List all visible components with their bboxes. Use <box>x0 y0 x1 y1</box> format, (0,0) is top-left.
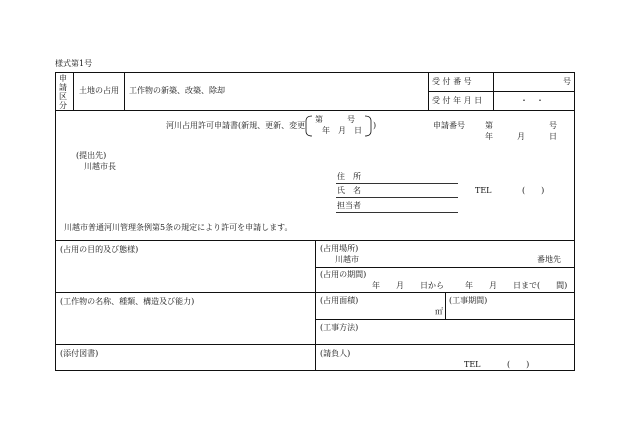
app-number-go: 号 <box>549 121 557 130</box>
contractor-label: (請負人) <box>320 349 351 358</box>
name-label: 氏 名 <box>337 186 361 195</box>
bracket-date: 年 月 日 <box>322 126 362 135</box>
attachments-label: (添付図書) <box>60 349 99 358</box>
construction-method-label: (工事方法) <box>320 323 359 332</box>
receipt-number-label: 受 付 番 号 <box>432 77 472 86</box>
period-label: (占用の期間) <box>320 270 367 279</box>
right-bracket-icon <box>364 115 372 137</box>
category-divider <box>73 72 74 110</box>
land-use-divider <box>124 72 125 110</box>
app-number-dai: 第 <box>485 121 493 130</box>
grid-line-bottom <box>55 344 575 345</box>
grid-center-divider <box>315 240 316 371</box>
construction-period-label: (工事期間) <box>449 296 488 305</box>
land-use-option: 土地の占用 <box>79 86 119 95</box>
form-number: 様式第1号 <box>55 59 93 68</box>
submit-to-label: (提出先) <box>76 151 107 160</box>
receipt-row-divider <box>428 91 575 92</box>
location-label: (占用場所) <box>320 244 359 253</box>
tel-label: TEL <box>475 186 492 195</box>
left-bracket-icon <box>305 115 313 137</box>
category-label: 申請区分 <box>59 74 67 110</box>
purpose-label: (占用の目的及び態様) <box>60 245 139 254</box>
name-line <box>336 197 458 198</box>
area-divider <box>445 292 446 319</box>
app-number-label: 申請番号 <box>433 121 465 130</box>
tel-parens: ( ) <box>522 186 545 195</box>
application-title: 河川占用許可申請書(新規、更新、変更 <box>166 121 306 130</box>
location-suffix: 番地先 <box>537 255 561 264</box>
structure-work-option: 工作物の新築、改築、除却 <box>129 86 225 95</box>
address-line <box>336 183 458 184</box>
person-in-charge-label: 担当者 <box>337 201 361 210</box>
grid-line-location <box>315 267 575 268</box>
grid-line-middle <box>55 292 575 293</box>
header-bottom-line <box>55 110 575 111</box>
structure-label: (工作物の名称、種類、構造及び能力) <box>60 297 195 306</box>
declaration-text: 川越市普通河川管理条例第5条の規定により許可を申請します。 <box>64 223 293 232</box>
grid-line-area <box>315 319 575 320</box>
area-label: (占用面積) <box>320 296 359 305</box>
receipt-date-label: 受 付 年 月 日 <box>432 96 483 105</box>
contractor-tel-parens: ( ) <box>507 360 530 369</box>
receipt-number-suffix: 号 <box>563 77 571 86</box>
app-date: 年 月 日 <box>485 132 557 141</box>
recipient-text: 川越市長 <box>84 162 116 171</box>
address-label: 住 所 <box>337 172 361 181</box>
contractor-tel-label: TEL <box>464 360 481 369</box>
title-close-paren: ) <box>373 121 377 130</box>
area-unit: ㎡ <box>435 307 443 316</box>
receipt-date-value: ・ ・ <box>520 96 544 105</box>
location-city: 川越市 <box>335 255 359 264</box>
period-from: 年 月 日から <box>372 281 444 290</box>
person-in-charge-line <box>336 212 458 213</box>
period-to: 年 月 日まで( 間) <box>465 281 568 290</box>
bracket-number: 第 号 <box>315 115 355 124</box>
